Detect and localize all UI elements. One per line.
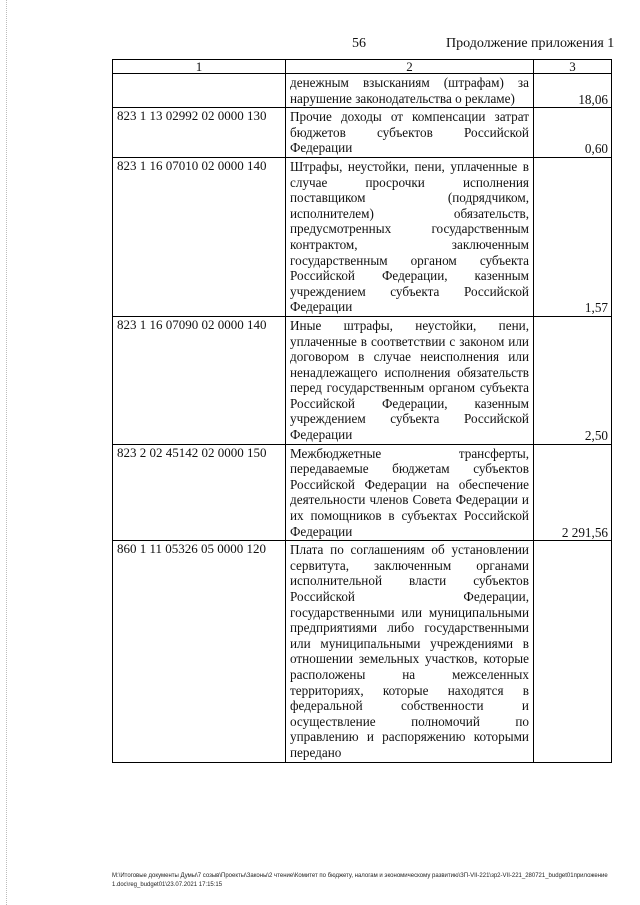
revenue-amount (534, 541, 612, 762)
column-number-row (113, 60, 612, 74)
table-row (113, 444, 612, 541)
budget-code: 823 1 13 02992 02 0000 130 (113, 108, 286, 158)
table-row (113, 74, 612, 108)
revenue-description: Плата по соглашениям об установлении сервитута, заключенным органами исполнительной власти субъектов Российской Федерации, государственными или муниципальными предприятиями либо государственными или муниципальными учреждениями в отношении земельных участков, которые расположены на межселенных территориях, которые находятся в федеральной собственности и осуществление полномочий по управлению и распоряжению которыми передано (286, 541, 534, 762)
table-row (113, 108, 612, 158)
revenue-amount: 2 291,56 (534, 444, 612, 541)
revenue-description: Штрафы, неустойки, пени, уплаченные в случае просрочки исполнения поставщиком (подрядчиком, исполнителем) обязательств, предусмотренных государственным контрактом, заключенным государственным органом субъекта Российской Федерации, казенным учреждением субъекта Российской Федерации (286, 157, 534, 316)
revenue-amount: 1,57 (534, 157, 612, 316)
revenue-amount: 18,06 (534, 74, 612, 108)
revenue-amount: 2,50 (534, 316, 612, 444)
table-row (113, 157, 612, 316)
column-header-3: 3 (534, 60, 612, 74)
column-header-2: 2 (286, 60, 534, 74)
budget-code: 823 1 16 07010 02 0000 140 (113, 157, 286, 316)
scan-edge-mark (6, 0, 8, 905)
revenue-description: Прочие доходы от компенсации затрат бюджетов субъектов Российской Федерации (286, 108, 534, 158)
budget-code: 860 1 11 05326 05 0000 120 (113, 541, 286, 762)
table-row (113, 541, 612, 762)
revenue-amount: 0,60 (534, 108, 612, 158)
revenue-description: Межбюджетные трансферты, передаваемые бюджетам субъектов Российской Федерации на обеспечение деятельности членов Совета Федерации и их помощников в субъектах Российской Федерации (286, 444, 534, 541)
table-row (113, 316, 612, 444)
revenue-table (112, 59, 612, 763)
revenue-description: денежным взысканиям (штрафам) за нарушение законодательства о рекламе) (286, 74, 534, 108)
column-header-1: 1 (113, 60, 286, 74)
page-number: 56 (352, 36, 366, 51)
budget-code: 823 2 02 45142 02 0000 150 (113, 444, 286, 541)
budget-code (113, 74, 286, 108)
revenue-description: Иные штрафы, неустойки, пени, уплаченные в соответствии с законом или договором в случае неисполнения или ненадлежащего исполнения обязательств перед государственным органом субъекта Российской Федерации, казенным учреждением субъекта Российской Федерации (286, 316, 534, 444)
budget-code: 823 1 16 07090 02 0000 140 (113, 316, 286, 444)
continuation-title: Продолжение приложения 1 (446, 36, 615, 51)
file-path-footer: M:\Итоговые документы Думы\7 созыв\Проекты\Законы\2 чтение\Комитет по бюджету, налогам и экономическому развитию\ЗП-VII-221\зр2-VII-221_280721_budget01приложение 1.doc\reg_budget01\23.07.2021 17:15:15 (112, 873, 608, 888)
